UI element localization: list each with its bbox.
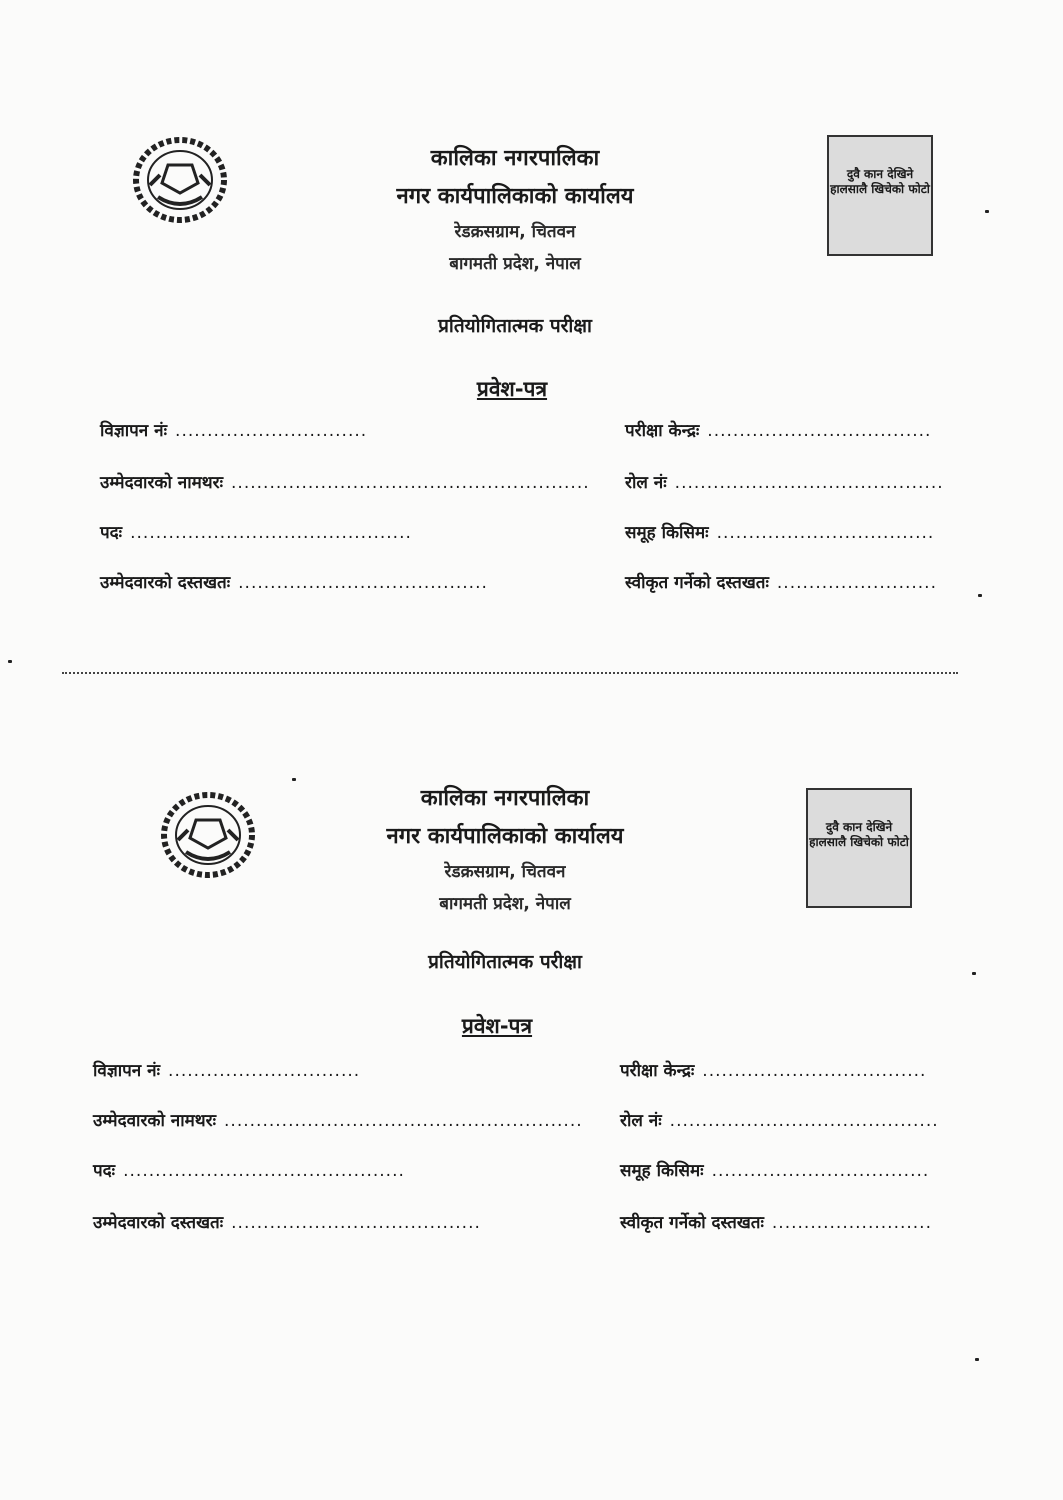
photo-box: दुवै कान देखिने हालसालै खिचेको फोटो (806, 788, 912, 908)
advert-no-field: विज्ञापन नंः .............................. (100, 421, 368, 441)
address-line-1: रेडक्रसग्राम, चितवन (444, 862, 566, 882)
candidate-signature-field: उम्मेदवारको दस्तखतः ....................................... (100, 573, 488, 593)
approver-signature-field: स्वीकृत गर्नेको दस्तखतः ......................... (620, 1213, 932, 1233)
scan-speck (292, 778, 296, 781)
roll-no-field: रोल नंः .......................................... (620, 1111, 939, 1131)
cut-line-divider (62, 672, 958, 674)
office-header (300, 140, 730, 280)
scan-speck (972, 972, 976, 975)
post-field: पदः ............................................ (100, 523, 412, 543)
scan-speck (978, 594, 982, 597)
address-line-2: बागमती प्रदेश, नेपाल (449, 254, 581, 274)
post-field: पदः ............................................ (93, 1161, 405, 1181)
candidate-signature-field: उम्मेदवारको दस्तखतः ....................................... (93, 1213, 481, 1233)
advert-no-field: विज्ञापन नंः .............................. (93, 1061, 361, 1081)
municipality-emblem-icon (130, 135, 230, 225)
scan-speck (985, 210, 989, 213)
admit-card-title: प्रवेश-पत्र (476, 377, 548, 401)
approver-signature-field: स्वीकृत गर्नेको दस्तखतः ......................... (625, 573, 937, 593)
roll-no-field: रोल नंः .......................................... (625, 473, 944, 493)
scan-speck (975, 1358, 979, 1361)
group-type-field: समूह किसिमः .................................. (620, 1161, 930, 1181)
admit-card-top (0, 0, 1063, 660)
admit-card-title: प्रवेश-पत्र (461, 1014, 533, 1038)
address-line-1: रेडक्रसग्राम, चितवन (454, 222, 576, 242)
office-name: नगर कार्यपालिकाको कार्यालय (396, 184, 634, 209)
exam-centre-field: परीक्षा केन्द्रः ................................... (625, 421, 932, 441)
exam-title: प्रतियोगितात्मक परीक्षा (438, 315, 592, 337)
municipality-name: कालिका नगरपालिका (420, 786, 590, 811)
exam-title: प्रतियोगितात्मक परीक्षा (428, 951, 582, 973)
scan-speck (8, 660, 12, 663)
candidate-name-field: उम्मेदवारको नामथरः ........................................................ (100, 473, 590, 493)
municipality-name: कालिका नगरपालिका (430, 146, 600, 171)
exam-centre-field: परीक्षा केन्द्रः ................................... (620, 1061, 927, 1081)
admit-card-bottom (0, 740, 1063, 1300)
address-line-2: बागमती प्रदेश, नेपाल (439, 894, 571, 914)
municipality-emblem-icon (158, 790, 258, 880)
candidate-name-field: उम्मेदवारको नामथरः ........................................................ (93, 1111, 583, 1131)
photo-box: दुवै कान देखिने हालसालै खिचेको फोटो (827, 135, 933, 256)
office-name: नगर कार्यपालिकाको कार्यालय (386, 824, 624, 849)
office-header (290, 780, 720, 920)
group-type-field: समूह किसिमः .................................. (625, 523, 935, 543)
